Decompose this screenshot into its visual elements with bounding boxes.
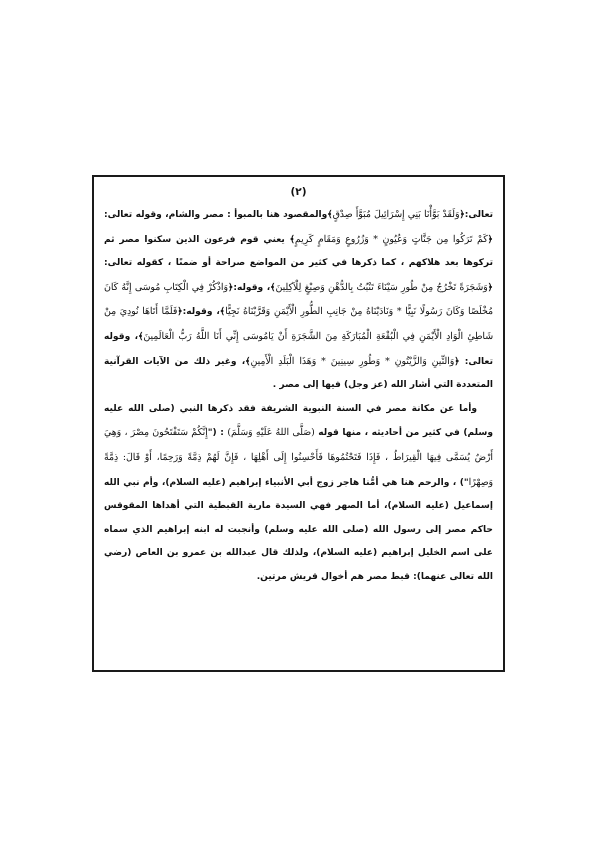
text-span: ﴾، وقوله:﴿ bbox=[228, 282, 276, 293]
paragraph-quranic-references bbox=[104, 203, 493, 398]
text-span: ") ، والرحم هنا هي أمُّنا هاجر زوج أبي الأنبياء إبراهيم (عليه السلام)، وأم نبي الله إسماعيل (عليه السلام)، أما الصهر فهي السيدة مارية القبطية التي أهداها المقوقس حاكم مصر إلى رسول الله (صلى الله عليه وسلم) وأنجبت له ابنه إبراهيم الذي سماه على اسم الخليل إبراهيم (عليه السلام)، ولذلك قال عبدالله بن عمرو بن العاص (رضي الله تعالى عنهما): قبط مصر هم أخوال قريش مرتين. bbox=[104, 477, 493, 582]
text-span: ﴾، وقوله تعالى: ﴿ bbox=[104, 331, 493, 367]
quoted-text-span: وَلَقَدْ بَوَّأْنَا بَنِي إِسْرَائِيلَ مُبَوَّأَ صِدْقٍ bbox=[332, 209, 460, 220]
quoted-text-span: وَاذْكُرْ فِي الْكِتَابِ مُوسَى إِنَّهُ كَانَ مُخْلَصًا وَكَانَ رَسُولًا نَبِيًّا * وَنَادَيْنَاهُ مِنْ جَانِبِ الطُّورِ الْأَيْمَنِ وَقَرَّبْنَاهُ نَجِيًّا bbox=[104, 281, 494, 318]
text-span: ﴾، وغير ذلك من الآيات القرآنية المتعددة التي أشار الله (عز وجل) فيها إلى مصر . bbox=[104, 356, 493, 391]
text-span: ﴾، وقوله:﴿ bbox=[177, 307, 226, 318]
quoted-text-span: وَالتِّينِ وَالزَّيْتُونِ * وَطُورِ سِينِينَ * وَهَذَا الْبَلَدِ الْأَمِينِ bbox=[250, 355, 455, 367]
paragraph-sunnah-references bbox=[104, 398, 493, 590]
text-span: ﴾ يعني قوم فرعون الذين سكنوا مصر ثم تركوها بعد هلاكهم ، كما ذكرها في كثير من المواضع صراحة أو ضمنًا ، كقوله تعالى: ﴿ bbox=[104, 234, 494, 293]
text-span: تعالى:﴿ bbox=[459, 210, 493, 220]
text-span: ﴾والمقصود هنا بالمبوأ : مصر والشام، وقوله تعالى:﴿ bbox=[104, 210, 494, 245]
quoted-text-span: فَلَمَّا أَتَاهَا نُودِيَ مِنْ شَاطِئِ الْوَادِ الْأَيْمَنِ فِي الْبُقْعَةِ الْمُبَارَكَةِ مِنَ الشَّجَرَةِ أَنْ يَامُوسَى إِنِّي أَنَا اللَّهُ رَبُّ الْعَالَمِينَ bbox=[104, 306, 493, 342]
quoted-text-span: وَشَجَرَةً تَخْرُجُ مِنْ طُورِ سَيْنَاءَ تَنْبُتُ بِالدُّهْنِ وَصِبْغٍ لِلْآكِلِينَ bbox=[275, 281, 488, 293]
quoted-text-span: إِنَّكُمْ سَتَفْتَحُونَ مِصْرَ ، وَهِيَ أَرْضٌ يُسَمَّى فِيهَا الْقِيرَاطُ ، فَإِذَا فَتَحْتُمُوهَا فَأَحْسِنُوا إِلَى أَهْلِهَا ، فَإِنَّ لَهُمْ ذِمَّةً وَرَحِمًا، أَوْ قَالَ: ذِمَّةً وَصِهْرًا bbox=[104, 427, 493, 488]
quoted-text-span: كَمْ تَرَكُوا مِن جَنَّاتٍ وَعُيُونٍ * وَزُرُوعٍ وَمَقَامٍ كَرِيمٍ bbox=[294, 233, 488, 245]
page-frame bbox=[92, 175, 505, 672]
page-number: (٢) bbox=[290, 186, 307, 198]
text-span: : (" bbox=[207, 428, 228, 439]
quoted-text-span: (صَلَّى اللهُ عَلَيْهِ وَسَلَّمَ) bbox=[227, 427, 315, 439]
text-span: وأما عن مكانة مصر في السنة النبوية الشريفة فقد ذكرها النبي (صلى الله عليه وسلم) في كثير من أحاديثه ، منها قوله bbox=[104, 403, 493, 439]
document-body bbox=[104, 203, 493, 590]
